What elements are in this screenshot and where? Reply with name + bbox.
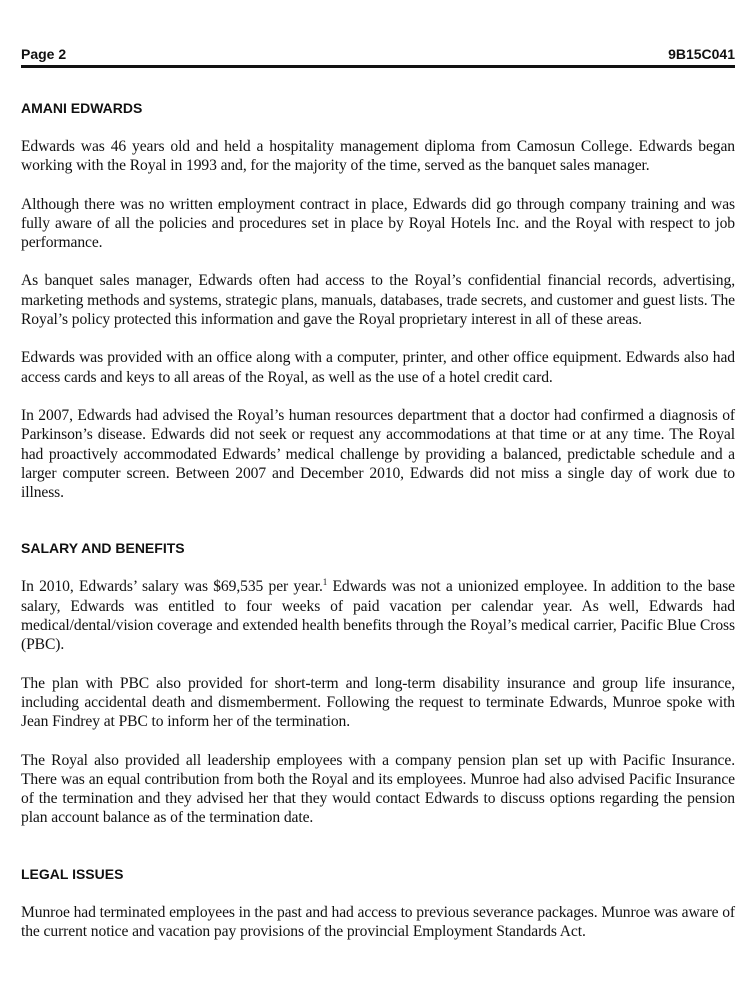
section-heading-amani-edwards: AMANI EDWARDS <box>21 100 143 116</box>
section-heading-salary-and-benefits: SALARY AND BENEFITS <box>21 540 185 557</box>
paragraph: In 2007, Edwards had advised the Royal’s human resources department that a doctor had confirmed a diagnosis of Parkinson’s disease. Edwards did not seek or request any accommodations at that time or at any time. The Royal had proactively accommodated Edwards’ medical challenge by providing a balanced, predictable schedule and a larger computer screen. Between 2007 and December 2010, Edwards did not miss a single day of work due to illness. <box>21 406 735 502</box>
footnote-marker: 1 <box>322 577 328 588</box>
paragraph: Munroe had terminated employees in the past and had access to previous severance packages. Munroe was aware of the current notice and vacation pay provisions of the provincial Employment Standards Act. <box>21 903 735 941</box>
paragraph: The Royal also provided all leadership employees with a company pension plan set up with Pacific Insurance. There was an equal contribution from both the Royal and its employees. Munroe had also advised Pacific Insurance of the termination and they advised her that they would contact Edwards to discuss options regarding the pension plan account balance as of the termination date. <box>21 751 735 827</box>
salary-text-continued: Edwards was not a unionized employee. In addition to the base salary, Edwards was entitled to four weeks of paid vacation per calendar year. As well, Edwards had medical/dental/vision coverage and extended health benefits through the Royal’s medical carrier, Pacific Blue Cross (PBC). <box>21 578 735 654</box>
paragraph: As banquet sales manager, Edwards often had access to the Royal’s confidential financial records, advertising, marketing methods and systems, strategic plans, manuals, databases, trade secrets, and customer and guest lists. The Royal’s policy protected this information and gave the Royal proprietary interest in all of these areas. <box>21 272 735 329</box>
paragraph: Edwards was 46 years old and held a hospitality management diploma from Camosun College. Edwards began working with the Royal in 1993 and, for the majority of the time, served as the banquet sales manager. <box>21 138 735 175</box>
section-heading-legal-issues: LEGAL ISSUES <box>21 865 124 882</box>
salary-paragraph <box>21 577 735 654</box>
paragraph: Although there was no written employment contract in place, Edwards did go through company training and was fully aware of all the policies and procedures set in place by Royal Hotels Inc. and the Royal with respect to job performance. <box>21 195 735 252</box>
header-rule <box>21 65 735 68</box>
page-header <box>21 46 735 64</box>
page-number: Page 2 <box>21 46 67 62</box>
paragraph: The plan with PBC also provided for short-term and long-term disability insurance and group life insurance, including accidental death and dismemberment. Following the request to terminate Edwards, Munroe spoke with Jean Findrey at PBC to inform her of the termination. <box>21 674 735 731</box>
document-body <box>21 99 735 941</box>
paragraph: Edwards was provided with an office along with a computer, printer, and other office equipment. Edwards also had access cards and keys to all areas of the Royal, as well as the use of a hotel credit card. <box>21 349 735 386</box>
case-code: 9B15C041 <box>668 46 735 62</box>
salary-text: In 2010, Edwards’ salary was $69,535 per year. <box>21 578 323 596</box>
